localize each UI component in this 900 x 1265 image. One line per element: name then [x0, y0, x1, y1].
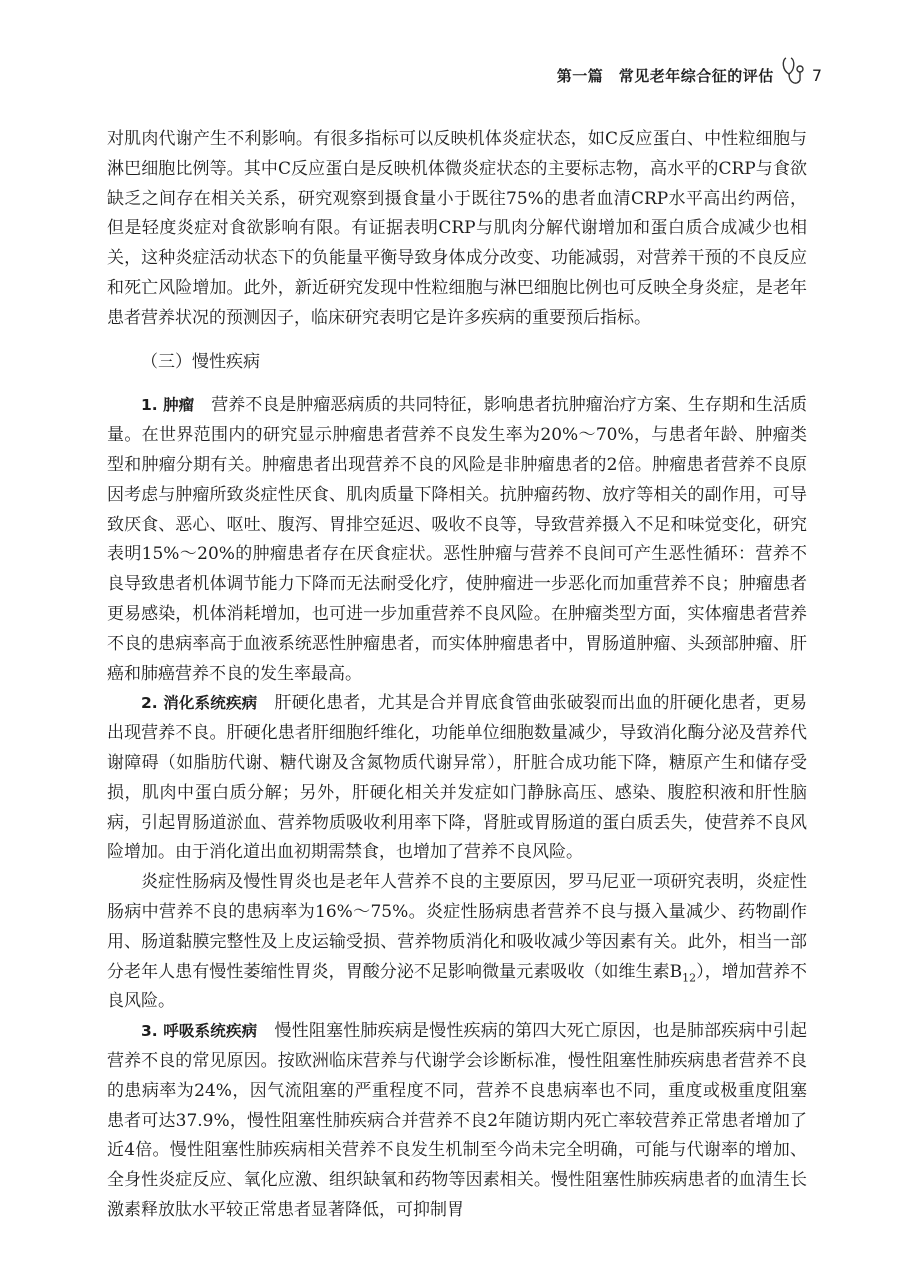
digestive-paragraph — [107, 689, 807, 868]
section-heading: （三）慢性疾病 — [141, 351, 260, 372]
respiratory-text: 慢性阻塞性肺疾病是慢性疾病的第四大死亡原因，也是肺部疾病中引起营养不良的常见原因。按欧洲临床营养与代谢学会诊断标准，慢性阻塞性肺疾病患者营养不良的患病率为24%，因气流阻塞的严重程度不同，营养不良患病率也不同，重度或极重度阻塞患者可达37.9%，慢性阻塞性肺疾病合并营养不良2年随访期内死亡率较营养正常患者增加了近4倍。慢性阻塞性肺疾病相关营养不良发生机制至今尚未完全明确，可能与代谢率的增加、全身性炎症反应、氧化应激、组织缺氧和药物等因素相关。慢性阻塞性肺疾病患者的血清生长激素释放肽水平较正常患者显著降低，可抑制胃 — [107, 1021, 808, 1220]
respiratory-heading: 3. 呼吸系统疾病 — [141, 1022, 258, 1041]
tumor-paragraph — [107, 391, 807, 689]
intro-paragraph: 对肌肉代谢产生不利影响。有很多指标可以反映机体炎症状态，如C反应蛋白、中性粒细胞与淋巴细胞比例等。其中C反应蛋白是反映机体微炎症状态的主要标志物，高水平的CRP与食欲缺乏之间存在相关关系，研究观察到摄食量小于既往75%的患者血清CRP水平高出约两倍，但是轻度炎症对食欲影响有限。有证据表明CRP与肌肉分解代谢增加和蛋白质合成减少也相关，这种炎症活动状态下的负能量平衡导致身体成分改变、功能减弱，对营养干预的不良反应和死亡风险增加。此外，新近研究发现中性粒细胞与淋巴细胞比例也可反映全身炎症，是老年患者营养状况的预测因子，临床研究表明它是许多疾病的重要预后指标。 — [107, 129, 807, 328]
ibd-paragraph — [107, 868, 807, 1017]
page-header — [557, 56, 822, 94]
page-number: 7 — [811, 65, 822, 85]
digestive-heading: 2. 消化系统疾病 — [141, 694, 258, 713]
ibd-text-b: ），增加营养不良风险。 — [107, 961, 808, 1012]
ibd-subscript: 12 — [682, 970, 697, 984]
respiratory-paragraph — [107, 1017, 807, 1226]
digestive-text: 肝硬化患者，尤其是合并胃底食管曲张破裂而出血的肝硬化患者，更易出现营养不良。肝硬化患者肝细胞纤维化，功能单位细胞数量减少，导致消化酶分泌及营养代谢障碍（如脂肪代谢、糖代谢及含氮物质代谢异常），肝脏合成功能下降，糖原产生和储存受损，肌肉中蛋白质分解；另外，肝硬化相关并发症如门静脉高压、感染、腹腔积液和肝性脑病，引起胃肠道淤血、营养物质吸收利用率下降，肾脏或胃肠道的蛋白质丢失，使营养不良风险增加。由于消化道出血初期需禁食，也增加了营养不良风险。 — [107, 693, 808, 863]
tumor-text: 营养不良是肿瘤恶病质的共同特征，影响患者抗肿瘤治疗方案、生存期和生活质量。在世界范围内的研究显示肿瘤患者营养不良发生率为20%～70%，与患者年龄、肿瘤类型和肿瘤分期有关。肿瘤患者出现营养不良的风险是非肿瘤患者的2倍。肿瘤患者营养不良原因考虑与肿瘤所致炎症性厌食、肌肉质量下降相关。抗肿瘤药物、放疗等相关的副作用，可导致厌食、恶心、呕吐、腹泻、胃排空延迟、吸收不良等，导致营养摄入不足和味觉变化，研究表明15%～20%的肿瘤患者存在厌食症状。恶性肿瘤与营养不良间可产生恶性循环：营养不良导致患者机体调节能力下降而无法耐受化疗，使肿瘤进一步恶化而加重营养不良；肿瘤患者更易感染，机体消耗增加，也可进一步加重营养不良风险。在肿瘤类型方面，实体瘤患者营养不良的患病率高于血液系统恶性肿瘤患者，而实体肿瘤患者中，胃肠道肿瘤、头颈部肿瘤、肝癌和肺癌营养不良的发生率最高。 — [107, 395, 808, 684]
ibd-text-a: 炎症性肠病及慢性胃炎也是老年人营养不良的主要原因，罗马尼亚一项研究表明，炎症性肠病中营养不良的患病率为16%～75%。炎症性肠病患者营养不良与摄入量减少、药物副作用、肠道黏膜完整性及上皮运输受损、营养物质消化和吸收减少等因素有关。此外，相当一部分老年人患有慢性萎缩性胃炎，胃酸分泌不足影响微量元素吸收（如维生素B — [107, 872, 807, 982]
stethoscope-icon — [780, 56, 806, 94]
chapter-title: 第一篇 常见老年综合征的评估 — [556, 66, 774, 85]
page-body — [107, 125, 807, 1226]
tumor-heading: 1. 肿瘤 — [141, 396, 195, 415]
